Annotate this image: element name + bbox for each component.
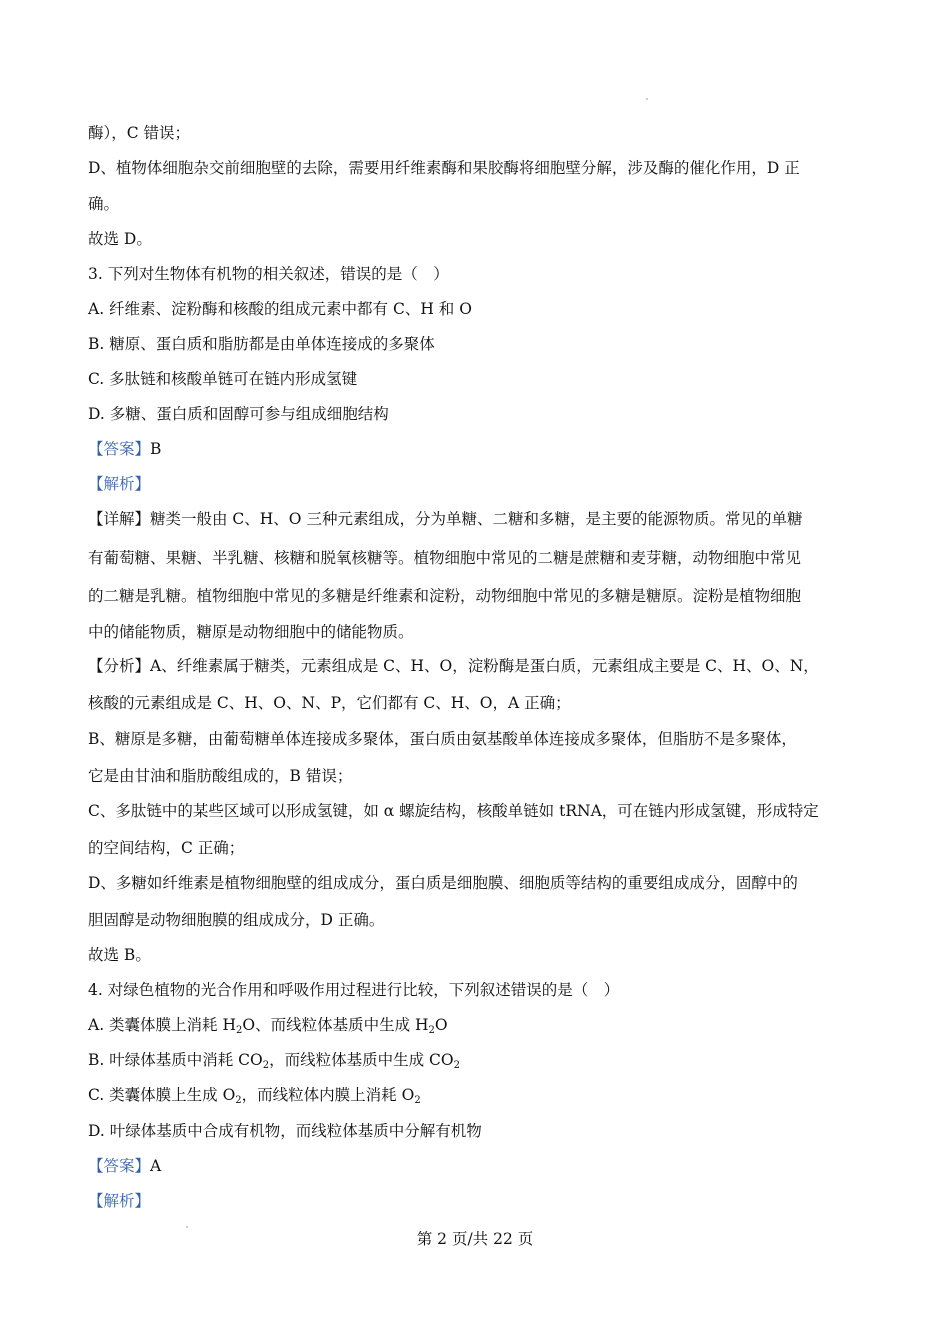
text-line: 故选 D。 <box>88 230 152 248</box>
answer-row <box>88 1156 862 1176</box>
answer-row <box>88 439 862 459</box>
scan-speck <box>646 98 648 100</box>
subscript: 2 <box>236 1025 243 1036</box>
subscript: 2 <box>235 1095 242 1106</box>
text-line: 【分析】A、纤维素属于糖类，元素组成是 C、H、O，淀粉酶是蛋白质，元素组成主要是 C、H、O、N， <box>88 657 819 675</box>
text-line: C、多肽链中的某些区域可以形成氢键，如 α 螺旋结构，核酸单链如 tRNA，可在链内形成氢键，形成特定 <box>88 802 819 820</box>
subscript: 2 <box>414 1095 421 1106</box>
answer-value: B <box>150 440 162 458</box>
option-text: ，而线粒体基质中生成 CO <box>269 1051 454 1069</box>
text-line: 核酸的元素组成是 C、H、O、N、P，它们都有 C、H、O，A 正确； <box>88 694 571 712</box>
answer-label: 【答案】 <box>88 440 151 458</box>
question-3-stem: 3. 下列对生物体有机物的相关叙述，错误的是（ ） <box>88 265 449 283</box>
subscript: 2 <box>262 1060 270 1071</box>
question-3-option-d: D. 多糖、蛋白质和固醇可参与组成细胞结构 <box>88 405 389 423</box>
answer-label: 【答案】 <box>88 1157 151 1175</box>
question-4-stem: 4. 对绿色植物的光合作用和呼吸作用过程进行比较，下列叙述错误的是（ ） <box>88 981 620 999</box>
option-text: ，而线粒体内膜上消耗 O <box>241 1086 415 1104</box>
question-3-option-a: A. 纤维素、淀粉酶和核酸的组成元素中都有 C、H 和 O <box>88 300 472 318</box>
page-footer: 第 2 页/共 22 页 <box>416 1230 534 1248</box>
subscript: 2 <box>428 1025 435 1036</box>
text-line: 【详解】糖类一般由 C、H、O 三种元素组成，分为单糖、二糖和多糖，是主要的能源物质。常见的单糖 <box>88 510 803 528</box>
option-text: B. 叶绿体基质中消耗 CO <box>88 1051 263 1069</box>
question-4-option-b <box>88 1050 862 1070</box>
question-4-option-c <box>88 1085 862 1105</box>
text-line: 酶），C 错误； <box>88 124 191 142</box>
text-line: 它是由甘油和脂肪酸组成的，B 错误； <box>88 767 353 785</box>
text-line: 故选 B。 <box>88 946 151 964</box>
analysis-label: 【解析】 <box>88 475 151 493</box>
text-line: B、糖原是多糖，由葡萄糖单体连接成多聚体，蛋白质由氨基酸单体连接成多聚体，但脂肪不是多聚体， <box>88 730 797 748</box>
question-3-option-c: C. 多肽链和核酸单链可在链内形成氢键 <box>88 370 358 388</box>
text-line: 有葡萄糖、果糖、半乳糖、核糖和脱氧核糖等。植物细胞中常见的二糖是蔗糖和麦芽糖，动物细胞中常见 <box>88 549 802 567</box>
text-line: 胆固醇是动物细胞膜的组成成分，D 正确。 <box>88 911 385 929</box>
text-line: D、多糖如纤维素是植物细胞壁的组成成分，蛋白质是细胞膜、细胞质等结构的重要组成成分，固醇中的 <box>88 874 798 892</box>
question-3-option-b: B. 糖原、蛋白质和脂肪都是由单体连接成的多聚体 <box>88 335 435 353</box>
answer-value: A <box>150 1157 162 1175</box>
analysis-label: 【解析】 <box>88 1192 151 1210</box>
text-line: 中的储能物质，糖原是动物细胞中的储能物质。 <box>88 623 414 641</box>
subscript: 2 <box>453 1060 460 1071</box>
text-line: 的二糖是乳糖。植物细胞中常见的多糖是纤维素和淀粉，动物细胞中常见的多糖是糖原。淀粉是植物细胞 <box>88 587 802 605</box>
option-text: O <box>434 1016 448 1034</box>
question-4-option-d: D. 叶绿体基质中合成有机物，而线粒体基质中分解有机物 <box>88 1122 482 1140</box>
text-line: 确。 <box>88 195 120 213</box>
question-4-option-a <box>88 1015 862 1035</box>
option-text: C. 类囊体膜上生成 O <box>88 1086 236 1104</box>
option-text: O、而线粒体基质中生成 H <box>242 1016 429 1034</box>
text-line: 的空间结构，C 正确； <box>88 839 245 857</box>
text-line: D、植物体细胞杂交前细胞壁的去除，需要用纤维素酶和果胶酶将细胞壁分解，涉及酶的催化作用，D 正 <box>88 159 800 177</box>
option-text: A. 类囊体膜上消耗 H <box>88 1016 236 1034</box>
